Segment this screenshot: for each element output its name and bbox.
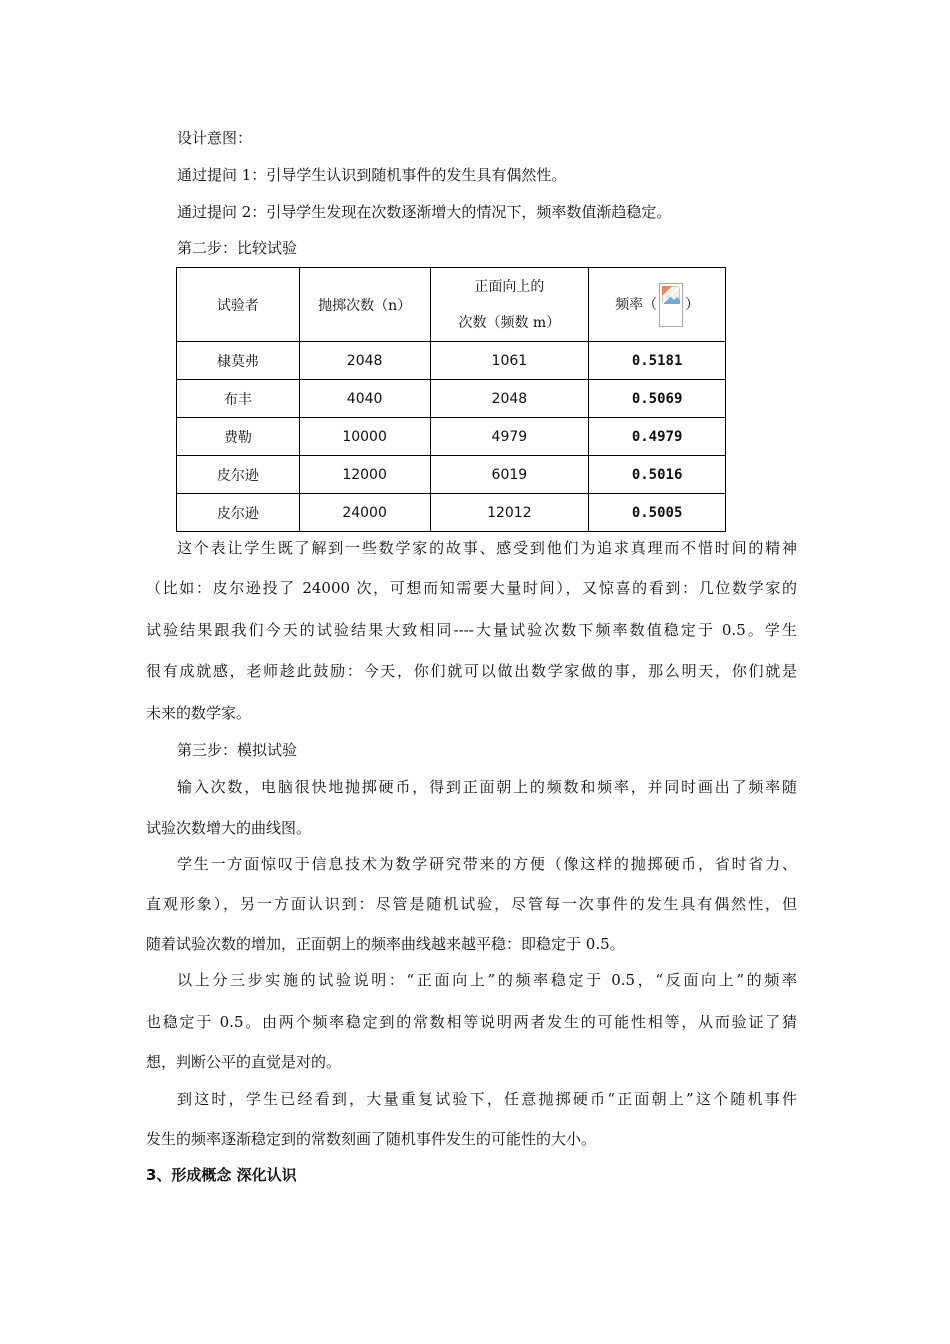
cell-name: 皮尔逊: [177, 456, 300, 494]
intent-title: 设计意图：: [177, 129, 253, 147]
cell-n: 4040: [299, 380, 430, 418]
para1-line5: 未来的数学家。: [146, 704, 252, 722]
cell-n: 12000: [299, 456, 430, 494]
header-heads: [430, 268, 589, 342]
para1-line4: 很有成就感，老师趁此鼓励：今天，你们就可以做出数学家做的事，那么明天，你们就是: [146, 662, 797, 680]
para1-line1: 这个表让学生既了解到一些数学家的故事、感受到他们为追求真理而不惜时间的精神: [177, 539, 797, 557]
para4-line2: 也稳定于 0.5。由两个频率稳定到的常数相等说明两者发生的可能性相等，从而验证了猜: [146, 1013, 797, 1031]
cell-m: 6019: [430, 456, 589, 494]
header-frequency-prefix: 频率（: [615, 296, 658, 313]
header-heads-line2: 次数（频数 m）: [458, 314, 561, 331]
header-experimenter: 试验者: [177, 268, 300, 342]
cell-m: 2048: [430, 380, 589, 418]
para4-line3: 想，判断公平的直觉是对的。: [146, 1053, 342, 1071]
intent-q2: 通过提问 2：引导学生发现在次数逐渐增大的情况下，频率数值渐趋稳定。: [177, 203, 672, 221]
para4-line1: 以上分三步实施的试验说明：“正面向上”的频率稳定于 0.5，“反面向上”的频率: [177, 971, 797, 989]
cell-freq: 0.5069: [589, 380, 726, 418]
intent-q1: 通过提问 1：引导学生认识到随机事件的发生具有偶然性。: [177, 166, 567, 184]
para2-line1: 输入次数，电脑很快地抛掷硬币，得到正面朝上的频数和频率，并同时画出了频率随: [177, 778, 797, 796]
header-heads-line1: 正面向上的: [474, 278, 545, 295]
table-row: [177, 494, 726, 532]
cell-freq: 0.4979: [589, 418, 726, 456]
cell-name: 皮尔逊: [177, 494, 300, 532]
table-header-row: [177, 268, 726, 342]
table-row: [177, 342, 726, 380]
image-placeholder-icon: [659, 283, 683, 327]
table-row: [177, 380, 726, 418]
cell-freq: 0.5181: [589, 342, 726, 380]
step2-title: 第二步：比较试验: [177, 239, 298, 257]
para5-line1: 到这时，学生已经看到，大量重复试验下，任意抛掷硬币“正面朝上”这个随机事件: [177, 1090, 797, 1108]
step3-title: 第三步：模拟试验: [177, 741, 298, 759]
cell-m: 4979: [430, 418, 589, 456]
para3-line1: 学生一方面惊叹于信息技术为数学研究带来的方便（像这样的抛掷硬币，省时省力、: [177, 855, 797, 873]
cell-n: 10000: [299, 418, 430, 456]
cell-freq: 0.5016: [589, 456, 726, 494]
cell-n: 24000: [299, 494, 430, 532]
para3-line2: 直观形象），另一方面认识到：尽管是随机试验，尽管每一次事件的发生具有偶然性，但: [146, 895, 797, 913]
cell-m: 1061: [430, 342, 589, 380]
cell-freq: 0.5005: [589, 494, 726, 532]
para1-line2: （比如：皮尔逊投了 24000 次，可想而知需要大量时间），又惊喜的看到：几位数学家的: [146, 579, 797, 597]
para2-line2: 试验次数增大的曲线图。: [146, 819, 312, 837]
para5-line2: 发生的频率逐渐稳定到的常数刻画了随机事件发生的可能性的大小。: [146, 1130, 597, 1148]
table-row: [177, 456, 726, 494]
section3-title: 3、形成概念 深化认识: [146, 1166, 297, 1184]
header-frequency: [589, 268, 726, 342]
comparison-table: [176, 267, 726, 532]
para3-line3: 随着试验次数的增加，正面朝上的频率曲线越来越平稳：即稳定于 0.5。: [146, 935, 625, 953]
header-frequency-suffix: ）: [685, 296, 700, 313]
table-row: [177, 418, 726, 456]
cell-name: 棣莫弗: [177, 342, 300, 380]
cell-n: 2048: [299, 342, 430, 380]
cell-m: 12012: [430, 494, 589, 532]
para1-line3: 试验结果跟我们今天的试验结果大致相同----大量试验次数下频率数值稳定于 0.5。学生: [146, 621, 797, 639]
header-throws: 抛掷次数（n）: [299, 268, 430, 342]
cell-name: 费勒: [177, 418, 300, 456]
cell-name: 布丰: [177, 380, 300, 418]
